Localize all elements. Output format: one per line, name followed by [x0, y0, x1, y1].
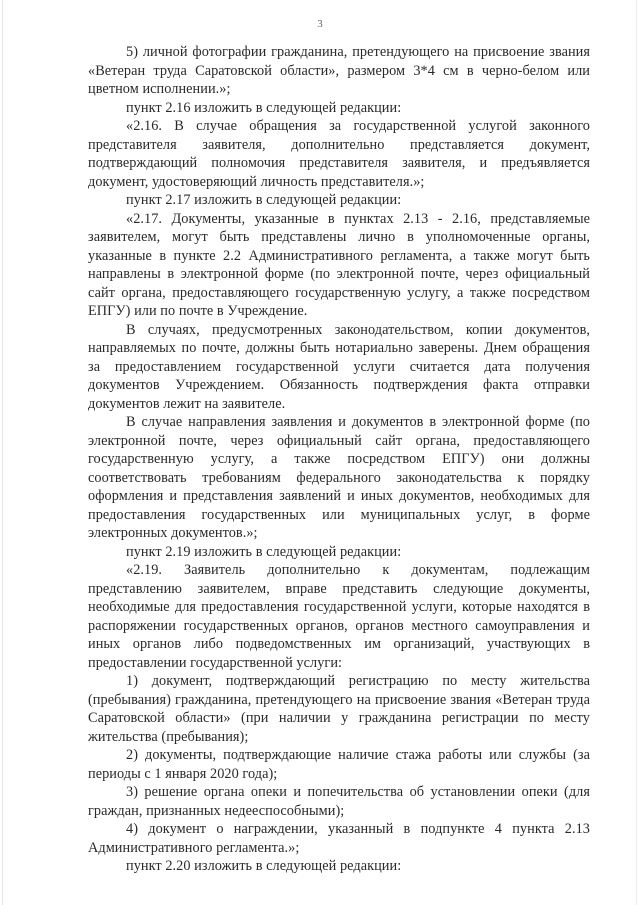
paragraph: пункт 2.16 изложить в следующей редакции:: [126, 99, 402, 116]
page-edge-right: [636, 0, 637, 905]
paragraph: 4) документ о награждении, указанный в подпункте 4 пункта 2.13 Административного регламента.»;: [88, 821, 590, 856]
paragraph: пункт 2.19 изложить в следующей редакции:: [126, 543, 402, 560]
paragraph: 3) решение органа опеки и попечительства об установлении опеки (для граждан, признанных недееспособными);: [88, 784, 590, 819]
paragraph: В случаях, предусмотренных законодательством, копии документов, направляемых по почте, должны быть нотариально заверены. Днем обращения за предоставлением государственной услуги считается дата получения документов Учреждением. Обязанность подтверждения факта отправки документов лежит на заявителе.: [88, 321, 590, 412]
paragraph: «2.19. Заявитель дополнительно к документам, подлежащим представлению заявителем, вправе представить следующие документы, необходимые для предоставления государственной услуги, которые находятся в распоряжении государственных органов, органов местного самоуправления и иных органов либо подведомственных им организаций, участвующих в предоставлении государственной услуги:: [88, 562, 590, 671]
paragraph: «2.16. В случае обращения за государственной услугой законного представителя заявителя, дополнительно представляется документ, подтверждающий полномочия представителя заявителя, и предъявляется документ, удостоверяющий личность представителя.»;: [88, 118, 590, 190]
paragraph: 1) документ, подтверждающий регистрацию по месту жительства (пребывания) гражданина, претендующего на присвоение звания «Ветеран труда Саратовской области» (при наличии у гражданина регистрации по месту жительства (пребывания);: [88, 673, 590, 745]
paragraph: «2.17. Документы, указанные в пунктах 2.13 - 2.16, представляемые заявителем, могут быть представлены лично в уполномоченные органы, указанные в пункте 2.2 Административного регламента, а также могут быть направлены в электронной форме (по электронной почте, через официальный сайт органа, предоставляющего государственную услугу, а также посредством ЕПГУ) или по почте в Учреждение.: [88, 210, 590, 319]
page-edge-left: [2, 0, 3, 905]
document-body: [88, 43, 590, 876]
page-number: 3: [317, 18, 323, 30]
paragraph: пункт 2.20 изложить в следующей редакции:: [126, 858, 402, 874]
paragraph: 2) документы, подтверждающие наличие стажа работы или службы (за периоды с 1 января 2020 года);: [88, 747, 590, 782]
paragraph: пункт 2.17 изложить в следующей редакции:: [126, 192, 402, 208]
paragraph: 5) личной фотографии гражданина, претендующего на присвоение звания «Ветеран труда Саратовской области», размером 3*4 см в черно-белом или цветном исполнении.»;: [88, 44, 590, 97]
paragraph: В случае направления заявления и документов в электронной форме (по электронной почте, через официальный сайт органа, предоставляющего государственную услугу, а также посредством ЕПГУ) они должны соответствовать требованиям федерального законодательства к порядку оформления и представления заявлений и иных документов, необходимых для предоставления государственных или муниципальных услуг, в форме электронных документов.»;: [88, 414, 590, 541]
